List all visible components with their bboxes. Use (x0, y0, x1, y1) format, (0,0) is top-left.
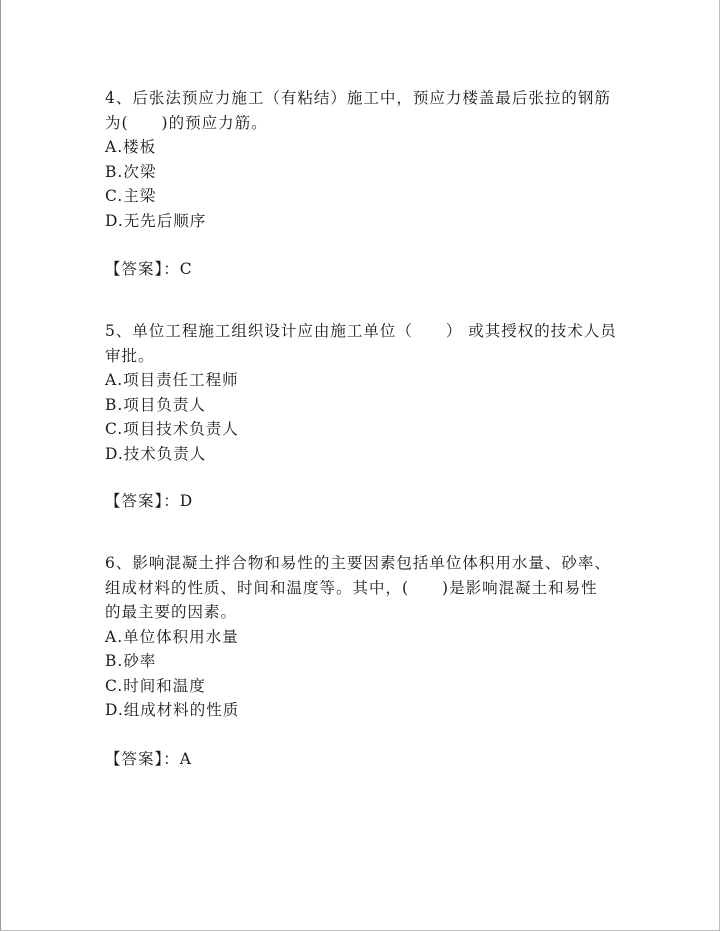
question-stem-line: 5、单位工程施工组织设计应由施工单位（ ） 或其授权的技术人员 (105, 322, 617, 340)
option-c: C.项目技术负责人 (105, 420, 239, 438)
answer-5: 【答案】：D (105, 492, 194, 510)
question-stem-line: 组成材料的性质、时间和温度等。其中，( )是影响混凝土和易性 (105, 578, 598, 597)
question-6 (105, 551, 625, 723)
option-d: D.技术负责人 (105, 444, 207, 463)
option-c: C.时间和温度 (105, 676, 206, 695)
option-a: A.项目责任工程师 (105, 371, 239, 389)
question-stem-line: 的最主要的因素。 (105, 603, 238, 621)
answer-4: 【答案】：C (105, 260, 193, 278)
option-d: D.无先后顺序 (105, 211, 207, 230)
option-b: B.次梁 (105, 162, 157, 181)
question-stem-line: 审批。 (105, 346, 155, 365)
question-4 (105, 86, 625, 233)
question-stem-line: 6、影响混凝土拌合物和易性的主要因素包括单位体积用水量、砂率、 (105, 554, 611, 572)
option-a: A.楼板 (105, 138, 157, 156)
option-a: A.单位体积用水量 (105, 627, 239, 646)
option-d: D.组成材料的性质 (105, 701, 240, 719)
question-5 (105, 319, 625, 466)
option-b: B.项目负责人 (105, 395, 206, 414)
answer-6: 【答案】：A (105, 750, 192, 768)
question-stem-line: 为( )的预应力筋。 (105, 113, 268, 132)
option-b: B.砂率 (105, 652, 157, 670)
option-c: C.主梁 (105, 187, 157, 205)
question-stem-line: 4、后张法预应力施工（有粘结）施工中，预应力楼盖最后张拉的钢筋 (105, 89, 611, 107)
